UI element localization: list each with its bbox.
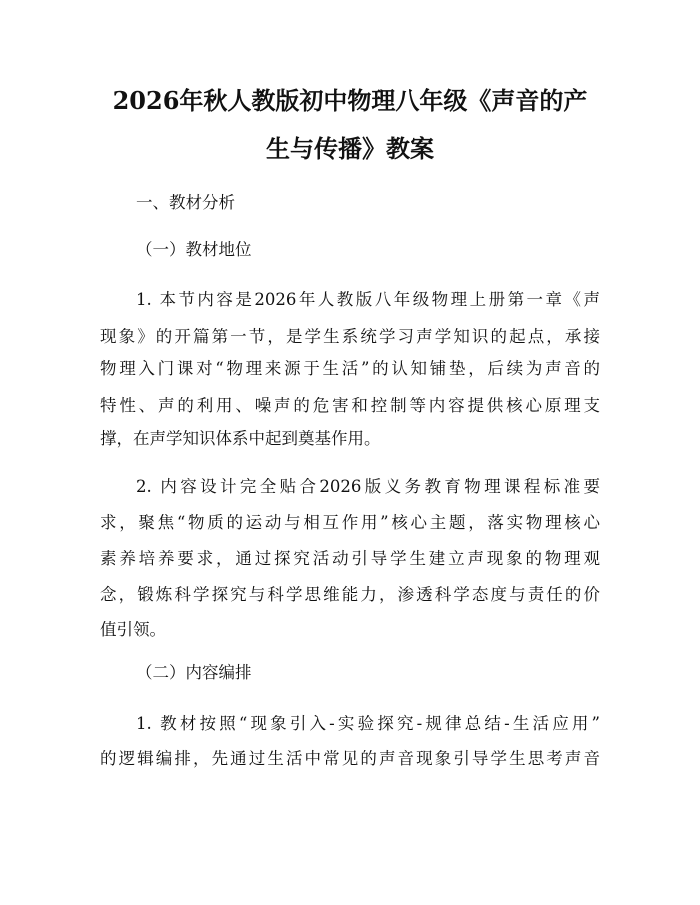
subsection-heading-content-arrangement: （二）内容编排 [136,663,252,682]
paragraph-line: 2. 内容设计完全贴合2026版义务教育物理课程标准要 [136,477,600,496]
paragraph-line: 素养培养要求，通过探究活动引导学生建立声现象的物理观 [100,549,600,568]
paragraph-line: 念，锻炼科学探究与科学思维能力，渗透科学态度与责任的价 [100,585,600,604]
paragraph-line: 1. 本节内容是2026年人教版八年级物理上册第一章《声 [136,290,600,309]
document-title-line-2: 生与传播》教案 [266,134,434,163]
paragraph-line: 1. 教材按照“现象引入-实验探究-规律总结-生活应用” [136,714,600,733]
document-title-line-1: 2026年秋人教版初中物理八年级《声音的产 [112,86,588,115]
subsection-heading-material-status: （一）教材地位 [136,240,252,259]
paragraph-line: 的逻辑编排，先通过生活中常见的声音现象引导学生思考声音 [100,749,600,768]
section-heading-material-analysis: 一、教材分析 [136,193,235,212]
paragraph-line: 现象》的开篇第一节，是学生系统学习声学知识的起点，承接 [100,327,600,346]
paragraph-line: 值引领。 [100,620,166,639]
paragraph-line: 撑，在声学知识体系中起到奠基作用。 [100,429,381,448]
paragraph-line: 特性、声的利用、噪声的危害和控制等内容提供核心原理支 [100,396,600,415]
paragraph-line: 物理入门课对“物理来源于生活”的认知铺垫，后续为声音的 [100,359,600,378]
paragraph-line: 求，聚焦“物质的运动与相互作用”核心主题，落实物理核心 [100,513,600,532]
